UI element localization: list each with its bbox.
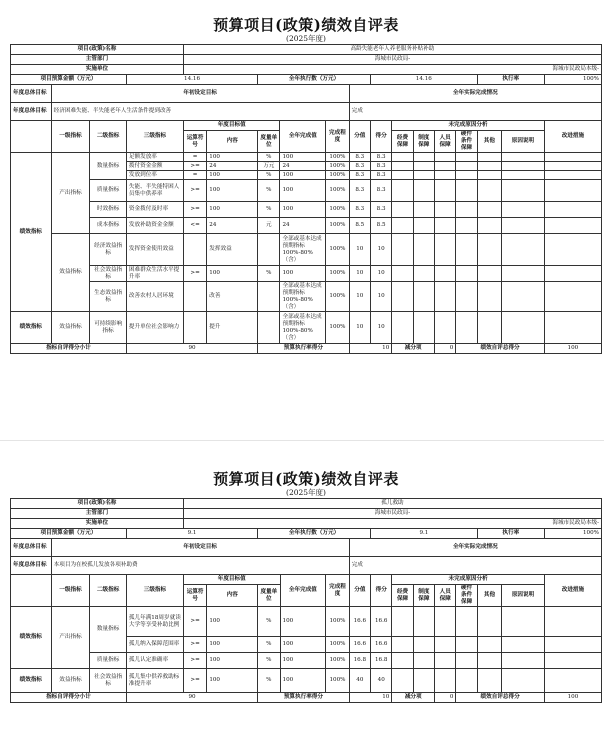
impl-unit-label: 实施单位	[11, 519, 184, 529]
deduction-label: 减分项	[392, 344, 435, 354]
table-row	[11, 234, 602, 266]
project-name-label: 项目(政策)名称	[11, 45, 184, 55]
score-cell: 16.6	[371, 607, 392, 637]
deduction-label: 减分项	[392, 693, 435, 703]
budget-exec-score-value: 10	[349, 693, 392, 703]
actual-status-label: 全年实际完成情况	[349, 539, 601, 557]
comp-cell: 100%	[326, 218, 349, 234]
reason-2-header: 制度保障	[413, 131, 434, 153]
total-score-value: 90	[126, 693, 257, 703]
comp-cell: 100%	[326, 637, 349, 653]
final-score-value: 100	[544, 693, 601, 703]
op-cell: >=	[183, 162, 206, 171]
form-1	[10, 16, 602, 354]
budget-exec-score-label: 预算执行率得分	[258, 344, 349, 354]
level3-cell: 发放到位率	[126, 171, 183, 180]
val-cell: 16.8	[349, 653, 370, 669]
improve-header: 改进措施	[544, 575, 601, 607]
val-cell: 16.6	[349, 637, 370, 653]
unit-cell: %	[258, 653, 280, 669]
unit-cell	[258, 234, 280, 266]
level2-header: 二级指标	[90, 121, 127, 153]
level1-cell: 产出指标	[51, 607, 90, 669]
unit-cell: %	[258, 266, 280, 282]
budget-exec-score-label: 预算执行率得分	[258, 693, 350, 703]
form-year: (2025年度)	[286, 488, 326, 497]
level3-cell: 孤儿年满18周岁就读大学等享受补助比例	[126, 607, 183, 637]
perf-blank	[11, 575, 52, 607]
exec-amount-value: 9.1	[371, 529, 478, 539]
competent-dept-label: 主管部门	[11, 55, 184, 65]
score-header: 得分	[370, 121, 391, 153]
content-header: 内容	[207, 585, 258, 607]
level3-cell: 资金拨付及时率	[126, 202, 183, 218]
form-title: 预算项目(政策)绩效自评表	[213, 470, 399, 488]
full-cell: 100	[280, 202, 326, 218]
reason-2-header: 制度保障	[413, 585, 434, 607]
comp-cell: 100%	[326, 312, 349, 344]
content-cell: 24	[207, 162, 258, 171]
val-cell: 16.6	[349, 607, 370, 637]
target-value-header: 年度目标值	[183, 121, 280, 131]
level1-cell: 效益指标	[51, 234, 90, 312]
comp-cell: 100%	[326, 153, 349, 162]
table-row	[11, 266, 602, 282]
level3-cell: 改善农村人居环境	[126, 282, 183, 312]
score-cell: 40	[371, 669, 392, 693]
table-row	[11, 153, 602, 162]
score-cell: 8.3	[370, 162, 391, 171]
table-row	[11, 282, 602, 312]
table-row	[11, 653, 602, 669]
level2-cell: 质量指标	[90, 180, 127, 202]
initial-goal-text: 本项目为在校孤儿发放各项补助费	[51, 557, 349, 575]
level2-cell: 经济效益指标	[90, 234, 127, 266]
full-cell: 全部或基本达成预期指标100%-80%（含）	[280, 282, 326, 312]
target-value-header: 年度目标值	[183, 575, 280, 585]
level1-header: 一级指标	[51, 121, 90, 153]
unfinished-header: 未完成原因分析	[392, 121, 544, 131]
reason-5-header: 其他	[477, 585, 501, 607]
perf-blank	[11, 121, 52, 153]
score-cell: 10	[370, 312, 391, 344]
full-cell: 全部或基本达成预期指标100%-80%（含）	[280, 234, 326, 266]
score-cell: 8.3	[370, 171, 391, 180]
initial-goal-label: 年初设定目标	[51, 539, 349, 557]
reason-1-header: 经费保障	[392, 585, 413, 607]
level1-header: 一级指标	[51, 575, 90, 607]
full-cell: 24	[280, 162, 326, 171]
form-2	[10, 470, 602, 703]
actual-status-label: 全年实际完成情况	[349, 85, 601, 103]
exec-rate-label: 执行率	[477, 75, 544, 85]
full-cell: 100	[280, 153, 326, 162]
level3-header: 三级指标	[126, 121, 183, 153]
budget-exec-score-value: 10	[349, 344, 392, 354]
actual-text: 完成	[349, 557, 601, 575]
val-cell: 8.3	[349, 202, 370, 218]
unit-cell: %	[258, 180, 280, 202]
full-cell: 24	[280, 218, 326, 234]
val-cell: 10	[349, 282, 370, 312]
perf-label: 绩效指标	[11, 607, 52, 669]
exec-rate-value: 100%	[544, 529, 601, 539]
impl-unit-value: 海城市民政局本级-	[183, 519, 601, 529]
budget-amount-label: 项目预算金额（万元）	[11, 75, 127, 85]
budget-amount-value: 14.16	[126, 75, 257, 85]
budget-amount-value: 9.1	[126, 529, 257, 539]
comp-cell: 100%	[326, 171, 349, 180]
comp-cell: 100%	[326, 607, 349, 637]
full-cell: 100	[280, 637, 326, 653]
table-row	[11, 202, 602, 218]
val-cell: 8.5	[349, 218, 370, 234]
unit-cell: %	[258, 637, 280, 653]
unit-cell: %	[258, 153, 280, 162]
op-cell	[183, 312, 206, 344]
level2-cell: 数量指标	[90, 153, 127, 180]
level3-cell: 困难群众生活水平提升率	[126, 266, 183, 282]
impl-unit-label: 实施单位	[11, 65, 184, 75]
op-cell: =	[183, 153, 206, 162]
val-cell: 8.3	[349, 153, 370, 162]
val-cell: 10	[349, 266, 370, 282]
exec-amount-label: 全年执行数（万元）	[258, 529, 371, 539]
op-cell: >=	[183, 202, 206, 218]
op-header: 运算符号	[183, 131, 206, 153]
op-cell: >=	[183, 266, 206, 282]
level2-cell: 时效指标	[90, 202, 127, 218]
score-cell: 16.8	[371, 653, 392, 669]
reason-6-header: 原因说明	[502, 131, 545, 153]
overall-goal-label-2: 年度总体目标	[11, 103, 52, 121]
project-name-value: 高龄失能老年人养老服务补贴补助	[183, 45, 601, 55]
unit-cell	[258, 312, 280, 344]
project-name-label: 项目(政策)名称	[11, 499, 184, 509]
competent-dept-label: 主管部门	[11, 509, 184, 519]
form-year: (2025年度)	[286, 34, 326, 43]
level3-cell: 孤儿纳入保障范围率	[126, 637, 183, 653]
overall-goal-label: 年度总体目标	[11, 85, 52, 103]
completion-header: 完成程度	[326, 121, 349, 153]
op-cell: >=	[183, 637, 206, 653]
score-cell: 10	[370, 234, 391, 266]
exec-amount-label: 全年执行数（万元）	[258, 75, 371, 85]
full-cell: 100	[280, 266, 326, 282]
level2-cell: 可持续影响指标	[90, 312, 127, 344]
op-cell: >=	[183, 607, 206, 637]
content-cell: 100	[207, 637, 258, 653]
overall-goal-label: 年度总体目标	[11, 539, 52, 557]
comp-cell: 100%	[326, 202, 349, 218]
level1-cell: 产出指标	[51, 153, 90, 234]
val-cell: 8.3	[349, 171, 370, 180]
content-cell: 100	[207, 266, 258, 282]
reason-5-header: 其他	[477, 131, 501, 153]
exec-rate-value: 100%	[544, 75, 601, 85]
unit-cell: 万元	[258, 162, 280, 171]
final-score-value: 100	[544, 344, 601, 354]
level2-cell: 质量指标	[90, 653, 127, 669]
unit-cell: 元	[258, 218, 280, 234]
val-cell: 8.3	[349, 180, 370, 202]
content-cell: 改善	[207, 282, 258, 312]
unfinished-header: 未完成原因分析	[392, 575, 544, 585]
unit-cell	[258, 282, 280, 312]
level2-cell: 生态效益指标	[90, 282, 127, 312]
comp-cell: 100%	[326, 162, 349, 171]
comp-cell: 100%	[326, 266, 349, 282]
reason-4-header: 硬件条件保障	[456, 585, 477, 607]
op-cell: >=	[183, 653, 206, 669]
total-score-label: 指标自评得分小计	[11, 344, 127, 354]
level2-cell: 社会效益指标	[90, 669, 127, 693]
score-cell: 8.3	[370, 180, 391, 202]
reason-4-header: 硬件条件保障	[456, 131, 477, 153]
level3-cell: 孤儿集中供养救助标准提升率	[126, 669, 183, 693]
score-header: 得分	[371, 575, 392, 607]
actual-text: 完成	[349, 103, 601, 121]
unit-header: 度量单位	[258, 585, 280, 607]
score-cell: 8.5	[370, 218, 391, 234]
level3-header: 三级指标	[126, 575, 183, 607]
score-cell: 10	[370, 282, 391, 312]
content-cell: 100	[207, 607, 258, 637]
perf-label: 绩效指标	[11, 669, 52, 693]
full-cell: 100	[280, 171, 326, 180]
op-cell: <=	[183, 218, 206, 234]
level3-cell: 发放补助资金金额	[126, 218, 183, 234]
content-cell: 100	[207, 180, 258, 202]
content-cell: 100	[207, 653, 258, 669]
level3-cell: 拨付资金金额	[126, 162, 183, 171]
score-cell: 8.3	[370, 202, 391, 218]
exec-rate-label: 执行率	[477, 529, 544, 539]
level1-cell: 效益指标	[51, 669, 90, 693]
content-cell: 发挥效益	[207, 234, 258, 266]
content-cell: 100	[207, 202, 258, 218]
score-value-header: 分值	[349, 121, 370, 153]
content-cell: 提升	[207, 312, 258, 344]
full-cell: 100	[280, 607, 326, 637]
val-cell: 10	[349, 312, 370, 344]
op-cell	[183, 234, 206, 266]
final-score-label: 绩效自评总得分	[456, 344, 544, 354]
comp-cell: 100%	[326, 669, 349, 693]
evaluation-table	[10, 498, 602, 703]
deduction-value: 0	[435, 693, 456, 703]
comp-cell: 100%	[326, 234, 349, 266]
level3-cell: 失能、半失能特困人员集中供养率	[126, 180, 183, 202]
reason-3-header: 人员保障	[435, 585, 456, 607]
total-score-value: 90	[126, 344, 257, 354]
deduction-value: 0	[434, 344, 455, 354]
op-header: 运算符号	[183, 585, 206, 607]
budget-amount-label: 项目预算金额（万元）	[11, 529, 127, 539]
level3-cell: 孤儿认定准确率	[126, 653, 183, 669]
table-row	[11, 312, 602, 344]
op-cell: >=	[183, 180, 206, 202]
content-cell: 24	[207, 218, 258, 234]
reason-3-header: 人员保障	[434, 131, 455, 153]
content-cell: 100	[207, 171, 258, 180]
table-row	[11, 669, 602, 693]
perf-label: 绩效指标	[11, 312, 52, 344]
val-cell: 40	[349, 669, 370, 693]
unit-cell: %	[258, 171, 280, 180]
full-year-header: 全年完成值	[280, 121, 326, 153]
unit-cell: %	[258, 607, 280, 637]
content-header: 内容	[207, 131, 258, 153]
score-cell: 8.3	[370, 153, 391, 162]
full-cell: 100	[280, 669, 326, 693]
reason-1-header: 经费保障	[392, 131, 413, 153]
impl-unit-value: 海城市民政局本级-	[183, 65, 601, 75]
level3-cell: 足额发放率	[126, 153, 183, 162]
perf-label: 绩效指标	[11, 153, 52, 312]
full-cell: 100	[280, 180, 326, 202]
initial-goal-text: 经济困难失能、半失能老年人生活条件提到改善	[51, 103, 349, 121]
full-year-header: 全年完成值	[280, 575, 326, 607]
unit-cell: %	[258, 669, 280, 693]
op-cell	[183, 282, 206, 312]
full-cell: 全部或基本达成预期指标100%-80%（含）	[280, 312, 326, 344]
competent-dept-value: 海城市民政局-	[183, 509, 601, 519]
improve-header: 改进措施	[544, 121, 601, 153]
comp-cell: 100%	[326, 282, 349, 312]
page-divider	[0, 440, 604, 441]
table-row	[11, 180, 602, 202]
final-score-label: 绩效自评总得分	[456, 693, 544, 703]
full-cell: 100	[280, 653, 326, 669]
reason-6-header: 原因说明	[502, 585, 545, 607]
unit-header: 度量单位	[258, 131, 280, 153]
level3-cell: 提升单位社会影响力	[126, 312, 183, 344]
competent-dept-value: 海城市民政局-	[183, 55, 601, 65]
comp-cell: 100%	[326, 180, 349, 202]
val-cell: 10	[349, 234, 370, 266]
score-cell: 10	[370, 266, 391, 282]
level2-cell: 社会效益指标	[90, 266, 127, 282]
score-cell: 16.6	[371, 637, 392, 653]
form-title: 预算项目(政策)绩效自评表	[213, 16, 399, 34]
level2-header: 二级指标	[90, 575, 127, 607]
overall-goal-label-2: 年度总体目标	[11, 557, 52, 575]
score-value-header: 分值	[349, 575, 370, 607]
op-cell: =	[183, 171, 206, 180]
project-name-value: 孤儿救助	[183, 499, 601, 509]
total-score-label: 指标自评得分小计	[11, 693, 127, 703]
val-cell: 8.3	[349, 162, 370, 171]
exec-amount-value: 14.16	[370, 75, 477, 85]
initial-goal-label: 年初设定目标	[51, 85, 349, 103]
evaluation-table	[10, 44, 602, 354]
completion-header: 完成程度	[326, 575, 349, 607]
unit-cell: %	[258, 202, 280, 218]
table-row	[11, 218, 602, 234]
content-cell: 100	[207, 669, 258, 693]
op-cell: >=	[183, 669, 206, 693]
comp-cell: 100%	[326, 653, 349, 669]
level1-cell: 效益指标	[51, 312, 90, 344]
level3-cell: 发挥资金使用效益	[126, 234, 183, 266]
level2-cell: 数量指标	[90, 607, 127, 653]
level2-cell: 成本指标	[90, 218, 127, 234]
table-row	[11, 607, 602, 637]
content-cell: 100	[207, 153, 258, 162]
